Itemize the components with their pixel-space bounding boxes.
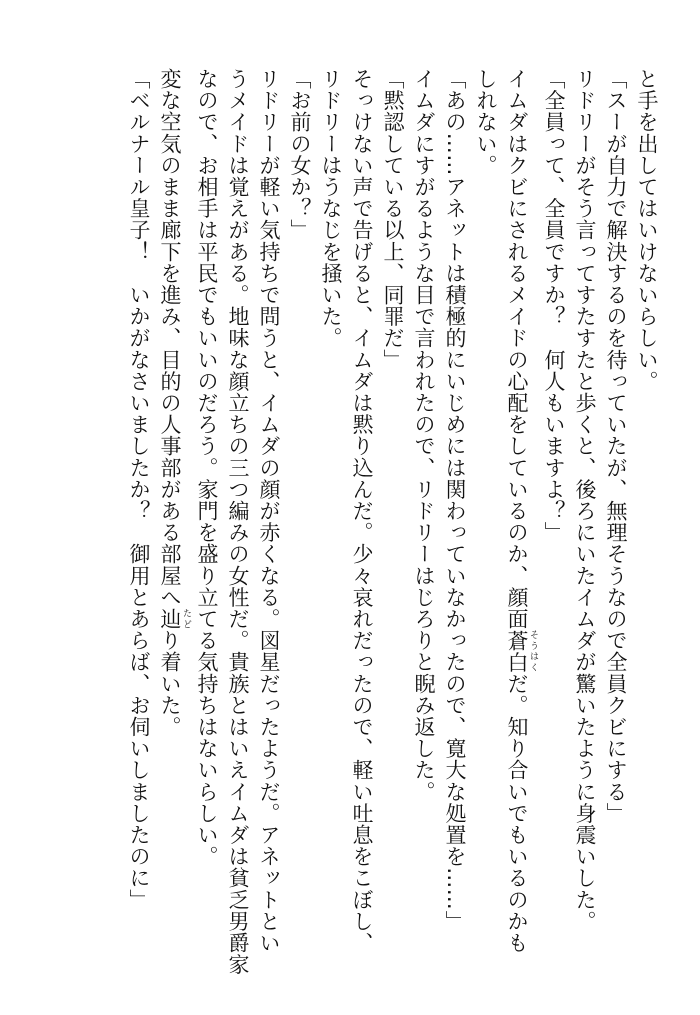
vertical-text-body xyxy=(123,68,662,976)
ruby-base: 辿 xyxy=(158,608,182,630)
text-line: イムダにすがるような目で言われたので、リドリーはじろりと睨み返した。 xyxy=(412,68,436,803)
ruby-base: 蒼白 xyxy=(505,629,529,673)
ruby-tadori xyxy=(158,608,191,630)
text-line: うメイドは覚えがある。地味な顔立ちの三つ編みの女性だ。貴族とはいえイムダは貧乏男爵家 xyxy=(226,68,250,976)
ruby-reading: そうはく xyxy=(528,629,538,673)
text-line: と手を出してはいけないらしい。 xyxy=(635,68,659,392)
text-line: 「あの……アネットは積極的にいじめには関わっていなかったので、寛大な処置を……」 xyxy=(443,68,467,932)
text-line: 「全員って、全員ですか？ 何人もいますよ？」 xyxy=(542,68,566,544)
text-segment: だ。知り合いでもいるのかも xyxy=(505,672,529,954)
text-line: なので、お相手は平民でもいいのだろう。家門を盛り立てる気持ちはないらしい。 xyxy=(195,68,219,868)
text-line: 「お前の女か？」 xyxy=(288,68,312,241)
text-segment: 変な空気のまま廊下を進み、目的の人事部がある部屋へ xyxy=(158,68,182,608)
text-segment: り着いた。 xyxy=(158,629,182,738)
text-line: 「スーが自力で解決するのを待っていたが、無理そうなので全員クビにする」 xyxy=(604,68,628,824)
text-line: 「黙認している以上、同罪だ」 xyxy=(381,68,405,371)
text-line: そっけない声で告げると、イムダは黙り込んだ。少々哀れだったので、軽い吐息をこぼし、 xyxy=(350,68,374,954)
ruby-soutaku xyxy=(505,629,538,673)
text-line: リドリーが軽い気持ちで問うと、イムダの顔が赤くなる。図星だったようだ。アネットとい xyxy=(257,68,281,954)
text-line: リドリーはうなじを掻いた。 xyxy=(319,68,343,349)
text-line: リドリーがそう言ってすたすたと歩くと、後ろにいたイムダが驚いたように身震いした。 xyxy=(573,68,597,932)
text-segment: イムダはクビにされるメイドの心配をしているのか、顔面 xyxy=(505,68,529,630)
text-line xyxy=(154,68,191,963)
text-line: 「ベルナール皇子！ いかがなさいましたか？ 御用とあらば、お伺いしましたのに」 xyxy=(127,68,151,911)
text-line xyxy=(501,68,538,963)
text-line: しれない。 xyxy=(474,68,498,176)
ruby-reading: たど xyxy=(181,608,191,630)
